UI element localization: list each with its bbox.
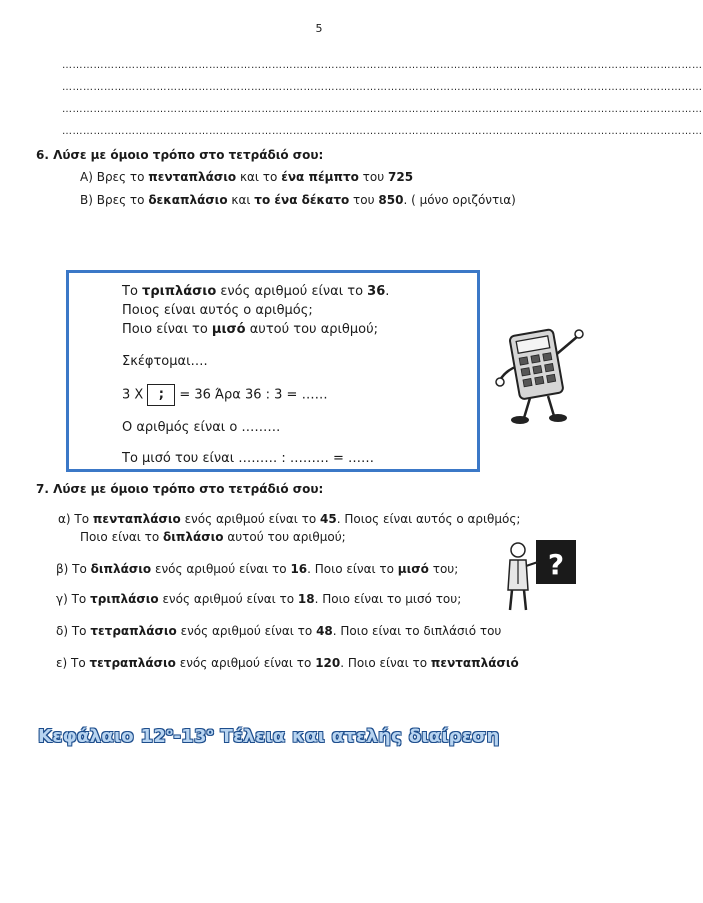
board-question-mark: ? — [547, 548, 565, 581]
page-number: 5 — [315, 22, 323, 35]
teacher-with-board-icon — [500, 534, 580, 612]
box-line-4: Σκέφτομαι…. — [122, 354, 208, 369]
dotted-line: ………………………………………………………………………………………………………………………………………………………………… — [62, 104, 703, 115]
box-line-2: Ποιος είναι αυτός ο αριθμός; — [122, 303, 313, 318]
box-line-1: Το τριπλάσιο ενός αριθμού είναι το 36. — [122, 284, 390, 299]
q7-c: γ) Το τριπλάσιο ενός αριθμού είναι το 18. Ποιο είναι το μισό του; — [56, 592, 462, 606]
q6-a: Α) Βρες το πενταπλάσιο και το ένα πέμπτο του 725 — [80, 170, 414, 184]
q7-e: ε) Το τετραπλάσιο ενός αριθμού είναι το 120. Ποιο είναι το πενταπλάσιό — [56, 656, 519, 670]
q7-d: δ) Το τετραπλάσιο ενός αριθμού είναι το 48. Ποιο είναι το διπλάσιό του — [56, 624, 502, 638]
dotted-line: ………………………………………………………………………………………………………………………………………………………………… — [62, 60, 703, 71]
example-box — [66, 270, 480, 472]
dotted-line: ………………………………………………………………………………………………………………………………………………………………… — [62, 82, 703, 93]
box-line-6: Ο αριθμός είναι ο ……… — [122, 420, 281, 435]
q7-title: 7. Λύσε με όμοιο τρόπο στο τετράδιό σου: — [36, 482, 324, 496]
calculator-cartoon-icon — [494, 318, 586, 430]
q7-a-line2: Ποιο είναι το διπλάσιο αυτού του αριθμού; — [80, 530, 346, 544]
box-line-5: 3 Χ ; = 36 Άρα 36 : 3 = …… — [122, 384, 328, 406]
box-line-3: Ποιο είναι το μισό αυτού του αριθμού; — [122, 322, 379, 337]
box-line-7: Το μισό του είναι ……… : ……… = …… — [122, 451, 375, 466]
q7-a-line1: α) Το πενταπλάσιο ενός αριθμού είναι το 45. Ποιος είναι αυτός ο αριθμός; — [58, 512, 521, 526]
chapter-heading: Κεφάλαιο $12^o-13^o$ Τέλεια και ατελής διαίρεση — [38, 726, 500, 747]
answer-box: ; — [147, 384, 175, 406]
q6-b: Β) Βρες το δεκαπλάσιο και το ένα δέκατο του 850. ( μόνο οριζόντια) — [80, 193, 516, 207]
dotted-line: ………………………………………………………………………………………………………………………………………………………………… — [62, 126, 703, 137]
q7-b: β) Το διπλάσιο ενός αριθμού είναι το 16. Ποιο είναι το μισό του; — [56, 562, 459, 576]
q6-title: 6. Λύσε με όμοιο τρόπο στο τετράδιό σου: — [36, 148, 324, 162]
